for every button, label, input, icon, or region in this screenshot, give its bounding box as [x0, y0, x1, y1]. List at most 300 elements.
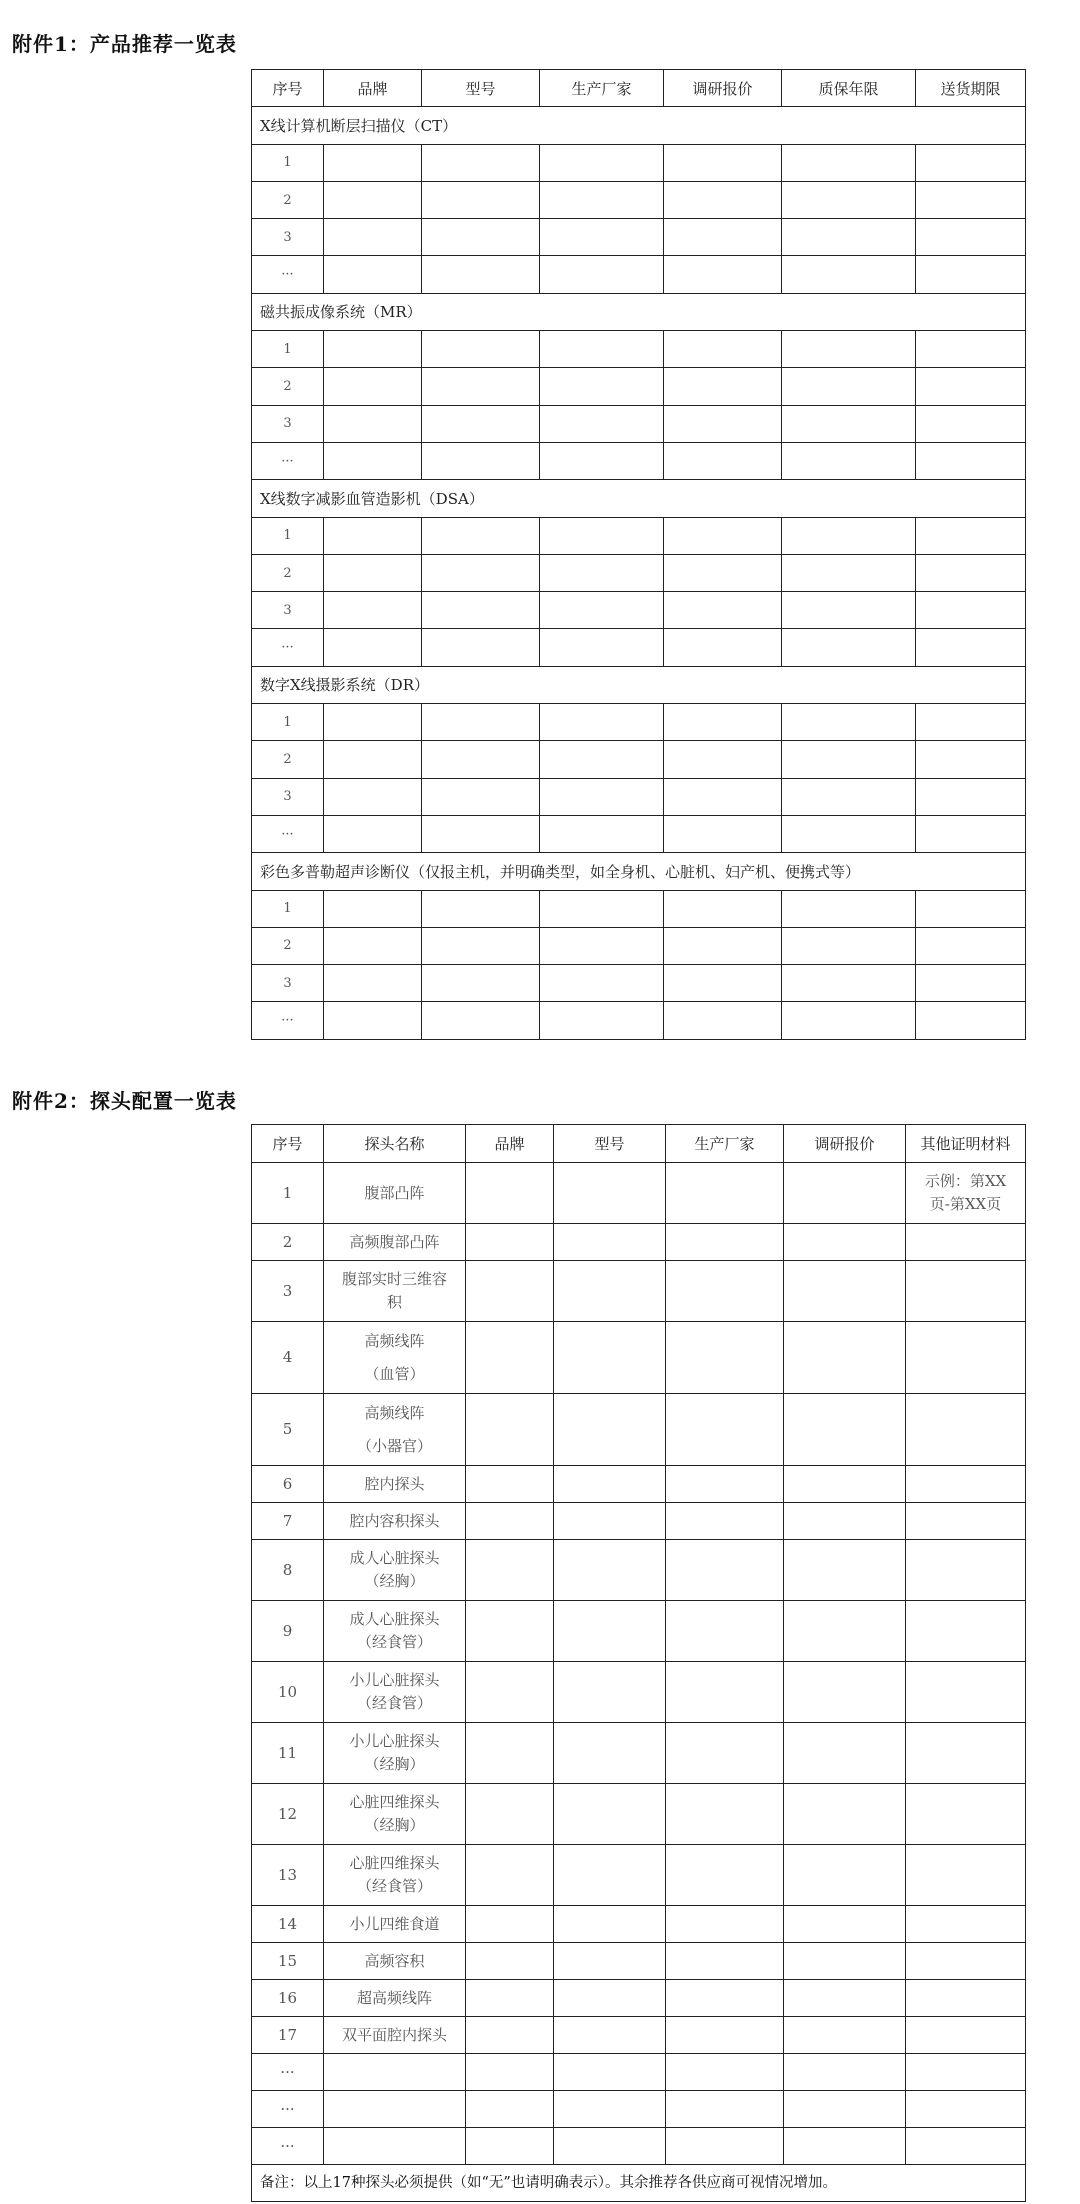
other-materials	[906, 1503, 1026, 1540]
table-cell	[666, 1394, 784, 1466]
table-row	[252, 442, 1026, 479]
row-index: ···	[252, 1002, 324, 1039]
table-cell	[554, 1261, 666, 1322]
table-cell	[324, 704, 422, 741]
table-cell	[664, 592, 782, 629]
table-row	[252, 741, 1026, 778]
table-cell	[422, 815, 540, 852]
table-cell	[916, 965, 1026, 1002]
table-cell	[782, 1002, 916, 1039]
table-row	[252, 704, 1026, 741]
probe-name	[324, 1322, 466, 1394]
column-header: 生产厂家	[540, 70, 664, 107]
table-cell	[554, 1723, 666, 1784]
table-row	[252, 405, 1026, 442]
table-cell	[324, 1002, 422, 1039]
section-row	[252, 853, 1026, 890]
table-cell	[916, 629, 1026, 666]
table-cell	[916, 890, 1026, 927]
table-cell	[782, 629, 916, 666]
table-cell	[784, 2017, 906, 2054]
row-number: 12	[252, 1784, 324, 1845]
other-materials	[906, 2128, 1026, 2165]
probe-name-line: 小儿心脏探头	[349, 1732, 440, 1750]
probe-name-line: 双平面腔内探头	[341, 2025, 447, 2044]
column-header: 序号	[252, 70, 324, 107]
table-cell	[782, 219, 916, 256]
row-index: 3	[252, 592, 324, 629]
table-cell	[666, 1466, 784, 1503]
probe-name	[324, 1394, 466, 1466]
row-index: 2	[252, 741, 324, 778]
row-index: 2	[252, 181, 324, 218]
row-index: 3	[252, 778, 324, 815]
table-cell	[784, 1163, 906, 1224]
table-cell	[782, 368, 916, 405]
table-cell	[782, 331, 916, 368]
table-cell	[324, 592, 422, 629]
table-row	[252, 1723, 1026, 1784]
table-cell	[916, 592, 1026, 629]
table-cell	[664, 554, 782, 591]
table-cell	[916, 554, 1026, 591]
column-header: 型号	[554, 1125, 666, 1163]
table-cell	[784, 1224, 906, 1261]
row-number: 14	[252, 1906, 324, 1943]
product-recommendation-table	[251, 69, 1026, 1040]
table-cell	[666, 1322, 784, 1394]
table-row	[252, 927, 1026, 964]
row-number: ···	[252, 2091, 324, 2128]
section-row	[252, 480, 1026, 517]
table-cell	[422, 704, 540, 741]
table-cell	[666, 1601, 784, 1662]
table-cell	[664, 890, 782, 927]
table-cell	[916, 219, 1026, 256]
table-cell	[916, 1002, 1026, 1039]
table-cell	[422, 517, 540, 554]
row-number: 2	[252, 1224, 324, 1261]
table-cell	[782, 778, 916, 815]
table-cell	[422, 592, 540, 629]
table-cell	[466, 2017, 554, 2054]
probe-name-line: 小儿心脏探头	[349, 1671, 440, 1689]
other-materials	[906, 1394, 1026, 1466]
table-cell	[422, 741, 540, 778]
table-cell	[554, 1784, 666, 1845]
table-cell	[554, 1943, 666, 1980]
table-cell	[782, 890, 916, 927]
probe-name	[324, 1906, 466, 1943]
table-cell	[666, 1784, 784, 1845]
probe-name-line: （血管）	[364, 1364, 425, 1383]
table-cell	[782, 815, 916, 852]
table-cell	[916, 331, 1026, 368]
probe-name-line: 高频容积	[364, 1951, 425, 1970]
probe-name-line: 高频线阵	[364, 1403, 425, 1422]
probe-name-line: （经胸）	[364, 1755, 425, 1773]
table-cell	[540, 181, 664, 218]
table-row	[252, 1322, 1026, 1394]
table-cell	[422, 890, 540, 927]
table-cell	[916, 181, 1026, 218]
other-materials	[906, 1466, 1026, 1503]
table-cell	[666, 2017, 784, 2054]
table-row	[252, 1466, 1026, 1503]
table-cell	[466, 1503, 554, 1540]
table-row	[252, 965, 1026, 1002]
other-materials-line: 示例：第XX	[924, 1172, 1007, 1190]
table-cell	[784, 1261, 906, 1322]
column-header: 序号	[252, 1125, 324, 1163]
table-cell	[466, 1980, 554, 2017]
table-cell	[466, 2091, 554, 2128]
table-row	[252, 219, 1026, 256]
table-cell	[466, 1224, 554, 1261]
row-index: 2	[252, 368, 324, 405]
table-cell	[666, 1163, 784, 1224]
probe-name	[324, 1503, 466, 1540]
table-row	[252, 1540, 1026, 1601]
row-index: ···	[252, 256, 324, 293]
row-number: 3	[252, 1261, 324, 1322]
table-cell	[664, 405, 782, 442]
table-row	[252, 1980, 1026, 2017]
table-cell	[540, 368, 664, 405]
row-index: ···	[252, 442, 324, 479]
table-cell	[422, 554, 540, 591]
table-cell	[540, 554, 664, 591]
table-cell	[422, 927, 540, 964]
table-cell	[664, 1002, 782, 1039]
table-cell	[466, 1784, 554, 1845]
table-cell	[324, 405, 422, 442]
table-cell	[422, 331, 540, 368]
table-cell	[916, 778, 1026, 815]
row-index: 1	[252, 517, 324, 554]
probe-name-line: （经食管）	[356, 1633, 432, 1651]
section-title: 磁共振成像系统（MR）	[252, 293, 1026, 330]
note-row	[252, 2165, 1026, 2202]
probe-name-line: 腔内容积探头	[349, 1511, 440, 1530]
table-cell	[664, 219, 782, 256]
table-cell	[666, 1261, 784, 1322]
table-cell	[916, 517, 1026, 554]
probe-name	[324, 1980, 466, 2017]
table-cell	[554, 1394, 666, 1466]
table-cell	[664, 517, 782, 554]
table-row	[252, 368, 1026, 405]
other-materials	[906, 1943, 1026, 1980]
table-cell	[554, 1466, 666, 1503]
row-number: 4	[252, 1322, 324, 1394]
table-cell	[666, 1540, 784, 1601]
table-row	[252, 2128, 1026, 2165]
table-cell	[540, 927, 664, 964]
table-cell	[422, 144, 540, 181]
table-cell	[554, 1662, 666, 1723]
column-header: 其他证明材料	[906, 1125, 1026, 1163]
probe-name-line: （经食管）	[356, 1694, 432, 1712]
table-cell	[422, 629, 540, 666]
table-cell	[540, 815, 664, 852]
table-cell	[466, 1601, 554, 1662]
table-cell	[664, 815, 782, 852]
table-cell	[324, 554, 422, 591]
table-cell	[784, 1943, 906, 1980]
other-materials	[906, 1784, 1026, 1845]
column-header: 探头名称	[324, 1125, 466, 1163]
table-cell	[540, 965, 664, 1002]
table-cell	[782, 965, 916, 1002]
row-number: 7	[252, 1503, 324, 1540]
row-number: 17	[252, 2017, 324, 2054]
probe-name-line: 心脏四维探头	[349, 1854, 440, 1872]
table-row	[252, 778, 1026, 815]
other-materials	[906, 1845, 1026, 1906]
table-cell	[916, 256, 1026, 293]
column-header: 生产厂家	[666, 1125, 784, 1163]
table-cell	[422, 181, 540, 218]
row-index: 1	[252, 144, 324, 181]
table-cell	[666, 1845, 784, 1906]
table-cell	[782, 144, 916, 181]
probe-name	[324, 1784, 466, 1845]
table-row	[252, 815, 1026, 852]
probe-name-line: 高频腹部凸阵	[349, 1232, 440, 1251]
other-materials-line: 页-第XX页	[929, 1195, 1002, 1213]
table-cell	[540, 704, 664, 741]
table-cell	[466, 1845, 554, 1906]
table-cell	[784, 1906, 906, 1943]
table-cell	[664, 181, 782, 218]
table-cell	[666, 1662, 784, 1723]
row-index: 1	[252, 704, 324, 741]
table-cell	[664, 629, 782, 666]
table-cell	[784, 1845, 906, 1906]
table-note: 备注：以上17种探头必须提供（如“无”也请明确表示）。其余推荐各供应商可视情况增加。	[252, 2165, 1026, 2202]
probe-name-line: 成人心脏探头	[349, 1610, 440, 1628]
table-cell	[324, 965, 422, 1002]
table-cell	[782, 554, 916, 591]
row-index: 3	[252, 219, 324, 256]
other-materials	[906, 1723, 1026, 1784]
table-cell	[324, 890, 422, 927]
table-cell	[554, 2091, 666, 2128]
table-row	[252, 554, 1026, 591]
probe-name-line: （经胸）	[364, 1572, 425, 1590]
probe-name-line: （小器官）	[356, 1436, 432, 1455]
probe-name-line: 腹部实时三维容	[341, 1270, 447, 1288]
table-cell	[666, 1723, 784, 1784]
table-cell	[916, 144, 1026, 181]
row-number: ···	[252, 2054, 324, 2091]
section-row	[252, 666, 1026, 703]
probe-name	[324, 2091, 466, 2128]
other-materials	[906, 2091, 1026, 2128]
column-header: 调研报价	[784, 1125, 906, 1163]
other-materials	[906, 1322, 1026, 1394]
table-cell	[466, 1723, 554, 1784]
table-cell	[916, 927, 1026, 964]
table-row	[252, 1601, 1026, 1662]
table-cell	[664, 965, 782, 1002]
row-number: 16	[252, 1980, 324, 2017]
table-cell	[554, 1906, 666, 1943]
table-cell	[554, 1503, 666, 1540]
attachment1-title: 附件1：产品推荐一览表	[12, 32, 237, 56]
other-materials	[906, 1224, 1026, 1261]
table-cell	[466, 1943, 554, 1980]
table-cell	[540, 592, 664, 629]
table-cell	[916, 741, 1026, 778]
table-cell	[664, 442, 782, 479]
probe-name-line: 积	[386, 1293, 402, 1311]
table-cell	[782, 181, 916, 218]
probe-name	[324, 1723, 466, 1784]
table-cell	[916, 405, 1026, 442]
table-cell	[324, 927, 422, 964]
table-cell	[466, 1163, 554, 1224]
column-header: 质保年限	[782, 70, 916, 107]
table-cell	[782, 927, 916, 964]
table-cell	[664, 256, 782, 293]
probe-name	[324, 1163, 466, 1224]
probe-name-line: 成人心脏探头	[349, 1549, 440, 1567]
row-index: ···	[252, 629, 324, 666]
row-number: 9	[252, 1601, 324, 1662]
table-cell	[666, 2054, 784, 2091]
other-materials	[906, 1163, 1026, 1224]
table-cell	[466, 2128, 554, 2165]
table-header-row	[252, 70, 1026, 107]
table-cell	[324, 778, 422, 815]
table-cell	[466, 1322, 554, 1394]
table-cell	[540, 442, 664, 479]
table-row	[252, 2017, 1026, 2054]
table-cell	[782, 704, 916, 741]
table-cell	[554, 1540, 666, 1601]
row-number: 15	[252, 1943, 324, 1980]
table-row	[252, 517, 1026, 554]
table-cell	[916, 704, 1026, 741]
probe-name	[324, 1540, 466, 1601]
table-cell	[422, 1002, 540, 1039]
table-cell	[422, 442, 540, 479]
other-materials	[906, 1906, 1026, 1943]
row-number: 8	[252, 1540, 324, 1601]
row-number: 1	[252, 1163, 324, 1224]
table-cell	[784, 2091, 906, 2128]
row-index: 1	[252, 331, 324, 368]
section-title: X线数字减影血管造影机（DSA）	[252, 480, 1026, 517]
table-cell	[540, 1002, 664, 1039]
probe-name-line: （经胸）	[364, 1816, 425, 1834]
table-cell	[664, 144, 782, 181]
table-row	[252, 256, 1026, 293]
column-header: 品牌	[466, 1125, 554, 1163]
table-cell	[422, 965, 540, 1002]
table-cell	[554, 1322, 666, 1394]
table-cell	[784, 1980, 906, 2017]
table-cell	[540, 144, 664, 181]
probe-name	[324, 1601, 466, 1662]
table-cell	[324, 517, 422, 554]
probe-name	[324, 2017, 466, 2054]
section-row	[252, 293, 1026, 330]
row-number: 10	[252, 1662, 324, 1723]
row-index: 1	[252, 890, 324, 927]
other-materials	[906, 1540, 1026, 1601]
table-cell	[784, 2128, 906, 2165]
table-cell	[540, 890, 664, 927]
table-cell	[324, 144, 422, 181]
table-cell	[782, 256, 916, 293]
table-cell	[466, 1466, 554, 1503]
probe-configuration-table	[251, 1124, 1026, 2202]
table-cell	[466, 1906, 554, 1943]
table-cell	[554, 2017, 666, 2054]
table-cell	[784, 1503, 906, 1540]
table-cell	[540, 741, 664, 778]
other-materials	[906, 1662, 1026, 1723]
table-cell	[784, 2054, 906, 2091]
probe-name	[324, 1261, 466, 1322]
table-cell	[324, 741, 422, 778]
table-row	[252, 1261, 1026, 1322]
table-cell	[422, 219, 540, 256]
table-cell	[324, 331, 422, 368]
row-number: 11	[252, 1723, 324, 1784]
table-cell	[784, 1466, 906, 1503]
probe-name	[324, 1466, 466, 1503]
row-number: 5	[252, 1394, 324, 1466]
table-cell	[666, 1943, 784, 1980]
table-header-row	[252, 1125, 1026, 1163]
table-row	[252, 1943, 1026, 1980]
table-cell	[666, 2128, 784, 2165]
column-header: 品牌	[324, 70, 422, 107]
table-row	[252, 1163, 1026, 1224]
table-cell	[782, 405, 916, 442]
table-cell	[554, 2054, 666, 2091]
table-cell	[324, 181, 422, 218]
table-cell	[540, 517, 664, 554]
table-row	[252, 592, 1026, 629]
table-cell	[554, 1163, 666, 1224]
table-cell	[782, 592, 916, 629]
other-materials	[906, 1980, 1026, 2017]
table-cell	[540, 629, 664, 666]
table-cell	[664, 741, 782, 778]
table-cell	[784, 1784, 906, 1845]
other-materials	[906, 2017, 1026, 2054]
table-row	[252, 2091, 1026, 2128]
table-cell	[466, 2054, 554, 2091]
probe-name-line: 腔内探头	[364, 1474, 425, 1493]
probe-name-line: 小儿四维食道	[349, 1914, 440, 1933]
table-cell	[554, 1601, 666, 1662]
table-row	[252, 1662, 1026, 1723]
row-index: 3	[252, 965, 324, 1002]
table-row	[252, 629, 1026, 666]
table-cell	[782, 741, 916, 778]
table-cell	[324, 219, 422, 256]
table-cell	[916, 815, 1026, 852]
table-cell	[664, 927, 782, 964]
probe-name	[324, 2128, 466, 2165]
probe-name	[324, 2054, 466, 2091]
